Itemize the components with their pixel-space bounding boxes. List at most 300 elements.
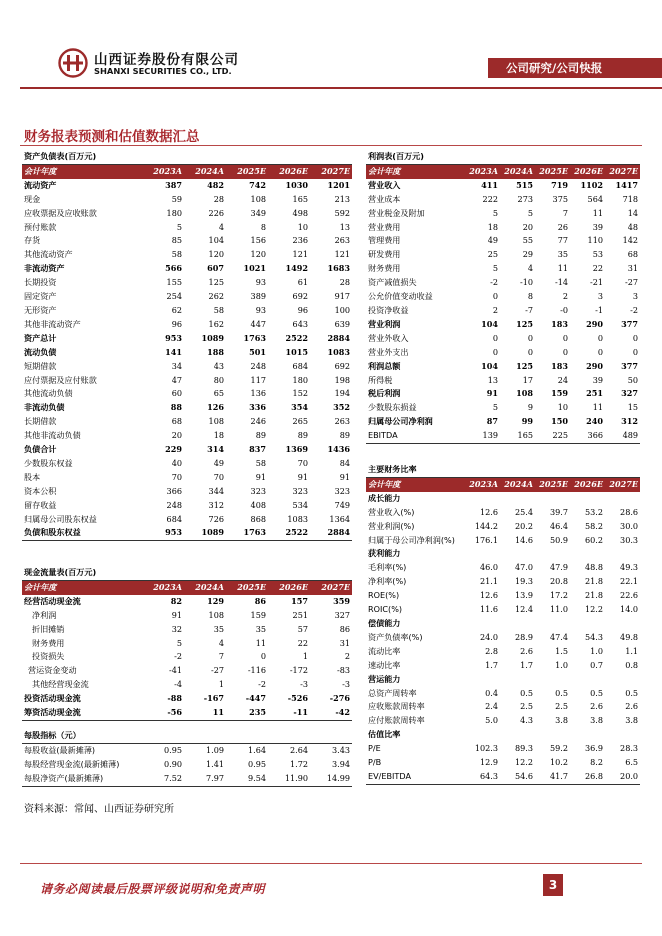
row-value: 13 <box>487 374 498 385</box>
table-row <box>22 457 352 471</box>
row-value: 11.6 <box>479 604 498 615</box>
row-value: 12.6 <box>479 506 498 517</box>
row-value: 12.2 <box>584 604 603 615</box>
row-label: 财务费用 <box>368 263 401 274</box>
row-value: 60 <box>171 388 182 399</box>
table-title-row <box>22 566 352 580</box>
row-value: 32 <box>171 623 182 634</box>
row-value: -172 <box>289 665 308 676</box>
table-row <box>366 429 640 443</box>
column-header-year: 2026E <box>268 164 310 178</box>
row-value: 82 <box>170 595 182 606</box>
row-value: 564 <box>587 193 603 204</box>
table-row <box>22 637 352 651</box>
row-value: 39 <box>592 221 603 232</box>
row-value: 3.8 <box>625 715 639 726</box>
row-value: -2 <box>490 277 498 288</box>
row-value: 70 <box>213 471 224 482</box>
row-label: 营业外收入 <box>368 332 409 343</box>
row-value: 28.6 <box>620 506 639 517</box>
row-value: 117 <box>250 374 266 385</box>
table-row <box>22 664 352 678</box>
table-row <box>366 318 640 332</box>
table-row <box>22 304 352 318</box>
row-value: 1.0 <box>555 659 568 670</box>
row-label: 应收票据及应收账款 <box>24 207 97 218</box>
row-value: 93 <box>255 304 266 315</box>
table-row <box>366 415 640 429</box>
row-value: 96 <box>297 304 308 315</box>
row-value: -167 <box>203 693 224 704</box>
row-value: 0.5 <box>555 687 568 698</box>
row-value: 643 <box>292 318 308 329</box>
row-value: 22.1 <box>620 576 639 587</box>
row-value: 5 <box>527 207 533 218</box>
table-row <box>366 575 640 589</box>
row-value: 389 <box>250 291 266 302</box>
row-value: 377 <box>621 318 639 329</box>
row-value: 1201 <box>327 179 351 190</box>
row-value: -14 <box>554 277 568 288</box>
row-value <box>500 673 535 687</box>
row-value: 54.6 <box>500 770 535 784</box>
row-value: 91 <box>297 471 308 482</box>
row-value: 377 <box>621 360 639 371</box>
row-value: 99 <box>521 416 533 427</box>
row-value: 5.0 <box>485 715 498 726</box>
row-value: 411 <box>481 179 498 190</box>
column-header-year: 2023A <box>142 164 184 178</box>
row-value: 20.8 <box>549 576 568 587</box>
row-value: 8.2 <box>590 757 603 768</box>
row-label: 速动比率 <box>368 659 401 670</box>
company-name-en: SHANXI SECURITIES CO., LTD. <box>94 66 232 76</box>
row-label: 流动比率 <box>368 645 401 656</box>
row-value: 12.9 <box>479 757 498 768</box>
row-value: 165 <box>500 429 535 443</box>
row-value: 0.95 <box>163 744 182 755</box>
row-value: 4 <box>527 263 533 274</box>
row-value: -2 <box>258 679 266 690</box>
row-value: 93 <box>255 277 266 288</box>
row-value: 12.2 <box>514 757 533 768</box>
row-value: 30.3 <box>620 534 639 545</box>
row-value: 408 <box>250 499 266 510</box>
column-header-year: 2023A <box>465 477 500 491</box>
table-row <box>366 262 640 276</box>
income-statement-table <box>366 150 640 444</box>
row-label: 少数股东损益 <box>368 402 417 413</box>
row-value: 0 <box>260 651 266 662</box>
column-header-year: 2025E <box>535 477 570 491</box>
row-value: 4.3 <box>520 715 533 726</box>
row-value: 0.7 <box>590 659 603 670</box>
row-label: 股本 <box>24 471 41 482</box>
row-value: 1 <box>302 651 308 662</box>
row-label: 投资损失 <box>32 651 65 662</box>
row-label: 流动资产 <box>24 179 57 190</box>
row-label: 营业费用 <box>368 221 401 232</box>
table-row <box>22 207 352 221</box>
row-value: 3.8 <box>555 715 568 726</box>
row-value: 87 <box>486 416 498 427</box>
row-value: 40 <box>171 457 182 468</box>
row-label: 其他非流动负债 <box>24 430 81 441</box>
row-value: 262 <box>208 291 224 302</box>
row-value: 108 <box>250 193 266 204</box>
row-label: 营业外支出 <box>368 346 409 357</box>
row-value: 1.1 <box>625 645 639 656</box>
row-label: P/E <box>368 743 381 754</box>
table-row <box>22 429 352 443</box>
row-value: 290 <box>586 360 603 371</box>
table-row <box>366 534 640 548</box>
row-value: 213 <box>334 193 351 204</box>
row-value: 20.2 <box>514 520 533 531</box>
row-label: 其他非流动资产 <box>24 318 81 329</box>
table-row <box>22 678 352 692</box>
row-value: 58 <box>255 457 266 468</box>
table-title-row <box>22 150 352 164</box>
row-value: 28 <box>213 193 224 204</box>
row-value: 2 <box>492 304 498 315</box>
row-value: 39.7 <box>549 506 568 517</box>
row-value: 108 <box>208 416 224 427</box>
row-label: 营业利润 <box>368 318 401 329</box>
row-value <box>535 728 570 742</box>
row-value: 31 <box>339 637 351 648</box>
row-value: 349 <box>250 207 266 218</box>
row-value: 273 <box>517 193 533 204</box>
row-value: 59.2 <box>549 743 568 754</box>
cash-flow-table <box>22 566 352 787</box>
table-title-row <box>366 150 640 164</box>
row-value: -56 <box>142 706 184 720</box>
row-value: 718 <box>622 193 639 204</box>
row-value: 86 <box>339 623 351 634</box>
row-value: -1 <box>595 304 603 315</box>
table-row <box>22 387 352 401</box>
row-value: 2 <box>344 651 351 662</box>
row-value: 70 <box>171 471 182 482</box>
row-value: 0.5 <box>625 687 639 698</box>
row-value: 126 <box>207 402 224 413</box>
row-value: 263 <box>334 416 351 427</box>
row-value: 868 <box>250 513 266 524</box>
row-value: 0 <box>562 346 568 357</box>
company-logo-icon <box>58 48 88 78</box>
row-value: 176.1 <box>474 534 498 545</box>
row-value: 104 <box>208 235 224 246</box>
row-value: 719 <box>551 179 568 190</box>
row-value: 1089 <box>184 526 226 540</box>
row-value: 2.64 <box>289 744 308 755</box>
row-value: -116 <box>247 665 266 676</box>
row-value: 30.0 <box>620 520 639 531</box>
table-row <box>366 360 640 374</box>
row-value: 2.4 <box>485 701 498 712</box>
row-value: 3 <box>597 291 603 302</box>
table-row <box>366 700 640 714</box>
table-title: 资产负债表(百万元) <box>22 150 352 164</box>
row-value: 2.8 <box>485 645 498 656</box>
row-label: 资产减值损失 <box>368 277 417 288</box>
row-value: 953 <box>142 526 184 540</box>
row-value: 91 <box>255 471 266 482</box>
table-row <box>22 609 352 623</box>
row-value: 121 <box>334 249 351 260</box>
row-value: 8 <box>527 291 533 302</box>
row-value: 352 <box>333 402 351 413</box>
row-value: 60.2 <box>584 534 603 545</box>
row-label: EV/EBITDA <box>366 770 465 784</box>
row-label: 流动负债 <box>24 346 57 357</box>
row-value: 121 <box>292 249 308 260</box>
row-value <box>465 617 500 631</box>
row-value: 2.5 <box>555 701 568 712</box>
table-row <box>22 743 352 757</box>
row-value: 18 <box>213 430 224 441</box>
row-label: 每股收益(最新摊薄) <box>24 744 96 755</box>
row-value: 11.0 <box>549 604 568 615</box>
row-value: 58 <box>171 249 182 260</box>
row-value: 14 <box>627 207 639 218</box>
row-value: -2 <box>174 651 182 662</box>
row-value: 366 <box>570 429 605 443</box>
row-label: 现金 <box>24 193 41 204</box>
row-value: 240 <box>586 416 603 427</box>
table-row <box>22 290 352 304</box>
row-label: 长期投资 <box>24 277 57 288</box>
row-value: 387 <box>165 179 182 190</box>
row-value <box>570 617 605 631</box>
row-value: 534 <box>292 499 308 510</box>
row-label: 其他经营现金流 <box>32 679 89 690</box>
row-value: 12.4 <box>514 604 533 615</box>
row-value: 314 <box>207 444 224 455</box>
row-label: 成长能力 <box>368 492 401 503</box>
table-title: 主要财务比率 <box>366 463 640 477</box>
table-row <box>366 742 640 756</box>
row-value: 48 <box>627 221 639 232</box>
row-value: 1.7 <box>520 659 533 670</box>
row-value: 100 <box>334 304 351 315</box>
table-row <box>366 547 640 561</box>
row-value: 77 <box>557 235 568 246</box>
page-number: 3 <box>543 874 563 896</box>
row-label: 经营活动现金流 <box>24 595 81 606</box>
row-value: 248 <box>250 360 266 371</box>
row-value: 1 <box>218 679 224 690</box>
row-value: 1436 <box>327 444 351 455</box>
row-value: 20 <box>522 221 533 232</box>
row-value: 26.8 <box>570 770 605 784</box>
row-value: 13 <box>339 221 351 232</box>
table-row <box>22 276 352 290</box>
row-value: 59 <box>171 193 182 204</box>
row-value: 359 <box>333 595 351 606</box>
row-value: 0 <box>632 346 639 357</box>
row-value: 323 <box>250 485 266 496</box>
row-value: 1083 <box>327 346 351 357</box>
row-value: 188 <box>207 346 224 357</box>
row-value: 34 <box>171 360 182 371</box>
row-label: P/B <box>368 757 382 768</box>
table-row <box>366 234 640 248</box>
table-row <box>22 193 352 207</box>
row-value: 639 <box>334 318 351 329</box>
table-row <box>366 207 640 221</box>
row-value: 20.0 <box>605 770 640 784</box>
row-label: 折旧摊销 <box>32 623 65 634</box>
column-header-year: 2027E <box>605 477 640 491</box>
row-value: 742 <box>249 179 266 190</box>
row-value: 2884 <box>327 332 351 343</box>
row-value: 15 <box>627 402 639 413</box>
row-value: 1364 <box>329 513 351 524</box>
row-label: 所得税 <box>368 374 393 385</box>
row-value: 246 <box>250 416 266 427</box>
data-source-note: 资料来源：常闻、山西证券研究所 <box>24 804 174 815</box>
row-label: 管理费用 <box>368 235 401 246</box>
row-value: 327 <box>621 388 639 399</box>
row-value: 159 <box>250 609 266 620</box>
row-value: -83 <box>336 665 351 676</box>
row-value: 21.8 <box>584 590 603 601</box>
table-row <box>22 706 352 720</box>
table-row <box>22 262 352 276</box>
row-label: 获利能力 <box>368 548 401 559</box>
row-value: 17 <box>522 374 533 385</box>
row-value: 70 <box>297 457 308 468</box>
row-label: 营业税金及附加 <box>368 207 425 218</box>
row-label: 偿债能力 <box>368 617 401 628</box>
row-label: 投资净收益 <box>368 304 409 315</box>
row-value: 35 <box>213 623 224 634</box>
row-value: 31 <box>627 263 639 274</box>
row-value: 68 <box>171 416 182 427</box>
row-value: 102.3 <box>474 743 498 754</box>
row-value <box>605 492 640 506</box>
row-value: 336 <box>249 402 266 413</box>
row-label: 投资活动现金流 <box>24 693 81 704</box>
row-value: 0 <box>492 346 498 357</box>
column-header-label: 会计年度 <box>22 164 142 178</box>
row-value: 312 <box>621 416 639 427</box>
row-value: 39 <box>592 374 603 385</box>
row-value: 1.0 <box>590 645 603 656</box>
row-value: 1683 <box>327 263 351 274</box>
row-value: 312 <box>208 499 224 510</box>
row-value: 1015 <box>285 346 308 357</box>
table-row <box>366 492 640 506</box>
row-value: 49.8 <box>620 631 639 642</box>
row-value: 5 <box>492 207 498 218</box>
table-row <box>366 332 640 346</box>
row-label: 公允价值变动收益 <box>368 291 433 302</box>
row-label: 总资产周转率 <box>368 687 417 698</box>
row-value: 1.5 <box>555 645 568 656</box>
row-value: 515 <box>516 179 533 190</box>
row-value: 684 <box>166 513 182 524</box>
row-label: EBITDA <box>366 429 465 443</box>
row-label: 归属母公司净利润 <box>368 416 433 427</box>
report-type-label: 公司研究/公司快报 <box>506 61 603 75</box>
row-value: 0 <box>492 332 498 343</box>
row-value: 0 <box>562 332 568 343</box>
row-value: 120 <box>208 249 224 260</box>
row-value: 68 <box>627 249 639 260</box>
row-value: 7 <box>218 651 224 662</box>
row-value <box>500 728 535 742</box>
row-value: 917 <box>334 291 351 302</box>
row-value: 96 <box>171 318 182 329</box>
table-row <box>366 346 640 360</box>
column-header-year: 2024A <box>500 164 535 178</box>
row-value: 482 <box>207 179 224 190</box>
row-value: 152 <box>292 388 308 399</box>
row-label: 应付账款周转率 <box>368 715 425 726</box>
balance-sheet-table <box>22 150 352 541</box>
row-value: 46.0 <box>479 562 498 573</box>
row-value: 0.5 <box>520 687 533 698</box>
row-value: 11 <box>592 207 603 218</box>
row-value: 692 <box>292 291 308 302</box>
row-value <box>605 673 640 687</box>
section-title: 财务报表预测和估值数据汇总 <box>24 129 200 145</box>
row-value: 10 <box>557 402 568 413</box>
row-label: 每股经营现金流(最新摊薄) <box>24 758 120 769</box>
row-value: 142 <box>622 235 639 246</box>
row-value: 156 <box>250 235 266 246</box>
row-value: 498 <box>292 207 308 218</box>
row-value: 1417 <box>615 179 639 190</box>
row-value: 726 <box>208 513 224 524</box>
row-label: 资产总计 <box>24 332 57 343</box>
row-value <box>465 728 500 742</box>
row-value: 155 <box>166 277 182 288</box>
row-label: 负债合计 <box>24 444 57 455</box>
row-value: 1083 <box>287 513 308 524</box>
row-value: 2 <box>562 291 568 302</box>
row-value: 29 <box>522 249 533 260</box>
column-header-year: 2026E <box>570 164 605 178</box>
row-label: 净利润 <box>32 609 57 620</box>
row-value: 2.6 <box>520 645 533 656</box>
row-value: 236 <box>292 235 308 246</box>
column-header-year: 2024A <box>184 164 226 178</box>
row-value: 0.90 <box>163 758 182 769</box>
row-value: 28.3 <box>620 743 639 754</box>
column-header-year: 2025E <box>226 164 268 178</box>
row-value: 0 <box>527 346 533 357</box>
row-value: 354 <box>291 402 308 413</box>
row-value: 592 <box>334 207 351 218</box>
row-label: 资产负债率(%) <box>368 631 423 642</box>
column-header-year: 2023A <box>465 164 500 178</box>
row-value <box>535 617 570 631</box>
row-value: -2 <box>630 304 639 315</box>
row-value: 366 <box>166 485 182 496</box>
row-value: 159 <box>551 388 568 399</box>
row-value: 54.3 <box>584 631 603 642</box>
row-value: 0.95 <box>247 758 266 769</box>
row-label: 营运资金变动 <box>28 665 77 676</box>
row-value: 7 <box>562 207 568 218</box>
row-value: 89 <box>255 430 266 441</box>
row-value: 2.5 <box>520 701 533 712</box>
row-value <box>605 728 640 742</box>
